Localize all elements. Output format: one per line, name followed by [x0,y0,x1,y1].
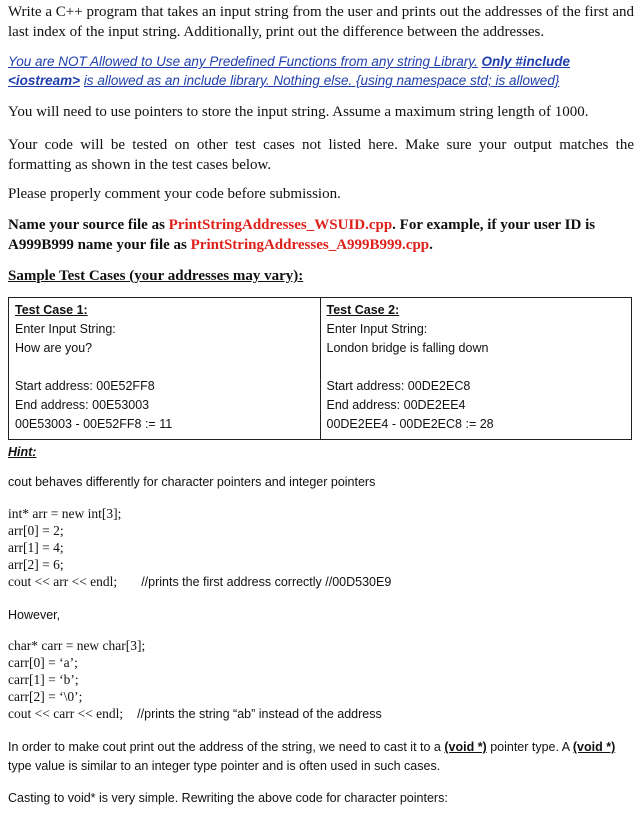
code-comment: //prints the first address correctly //00D530E9 [141,575,392,589]
int-pointer-code [8,505,391,591]
intro-paragraph: Write a C++ program that takes an input string from the user and prints out the addresses of the first and last index of the input string. Additionally, print out the difference between the addresses. [8,4,634,40]
closing-line: Casting to void* is very simple. Rewriting the above code for character pointers: [8,791,448,805]
test-case-diff: 00E53003 - 00E52FF8 := 11 [15,417,173,431]
file-naming-note: Name your source file as PrintStringAddresses_WSUID.cpp. For example, if your user ID is A999B999 name your file as PrintStringAddresses_A999B999.cpp. [8,217,596,253]
restriction-note [8,52,634,90]
test-case-title: Test Case 2: [326,303,400,317]
void-pointer-term: (void *) [572,740,616,754]
test-case-prompt: Enter Input String: [326,322,428,336]
code-line: carr[2] = ‘\0’; [8,689,83,704]
cast-explanation: In order to make cout print out the address of the string, we need to cast it to a (void *) pointer type. A (void *) type value is similar to an integer type pointer and is often used in such cases. [8,740,616,773]
restriction-text-b: Only #include <iostream> [8,54,571,88]
test-cases-table [8,297,632,440]
hint-label: Hint: [8,445,37,459]
code-line: int* arr = new int[3]; [8,506,122,521]
sample-cases-heading: Sample Test Cases (your addresses may vary): [8,268,304,284]
code-line: carr[0] = ‘a’; [8,655,78,670]
test-case-diff: 00DE2EE4 - 00DE2EC8 := 28 [326,417,494,431]
test-case-input: How are you? [15,341,93,355]
restriction-text-c: is allowed as an include library. Nothing else. {using namespace std; is allowed} [83,73,560,88]
test-case-end: End address: 00E53003 [15,398,150,412]
test-case-start: Start address: 00E52FF8 [15,379,155,393]
file-name-example: PrintStringAddresses_A999B999.cpp [190,237,430,253]
restriction-text-a: You are NOT Allowed to Use any Predefined Functions from any string Library. [8,54,478,69]
hint-intro: cout behaves differently for character pointers and integer pointers [8,475,376,489]
code-comment: //prints the string “ab” instead of the address [137,707,382,721]
code-line: arr[0] = 2; [8,523,64,538]
code-line: cout << arr << endl; //prints the first address correctly //00D530E9 [8,574,392,589]
code-line: arr[1] = 4; [8,540,64,555]
test-case-input: London bridge is falling down [326,341,489,355]
code-line: cout << carr << endl; //prints the string “ab” instead of the address [8,706,382,721]
char-pointer-code [8,637,382,723]
code-line: char* carr = new char[3]; [8,638,146,653]
void-pointer-term: (void *) [444,740,487,754]
test-case-prompt: Enter Input String: [15,322,116,336]
test-case-start: Start address: 00DE2EC8 [326,379,471,393]
test-case-end: End address: 00DE2EE4 [326,398,466,412]
test-case-title: Test Case 1: [15,303,88,317]
file-name-template: PrintStringAddresses_WSUID.cpp [168,217,393,233]
however-label: However, [8,608,61,622]
pointer-requirement: You will need to use pointers to store the input string. Assume a maximum string length of 1000. [8,104,589,120]
code-line: arr[2] = 6; [8,557,64,572]
testing-note: Your code will be tested on other test cases not listed here. Make sure your output matches the formatting as shown in the test cases below. [8,137,634,173]
code-line: carr[1] = ‘b’; [8,672,79,687]
test-case-1 [9,298,321,440]
comment-note: Please properly comment your code before submission. [8,186,341,202]
test-case-2 [320,298,632,440]
